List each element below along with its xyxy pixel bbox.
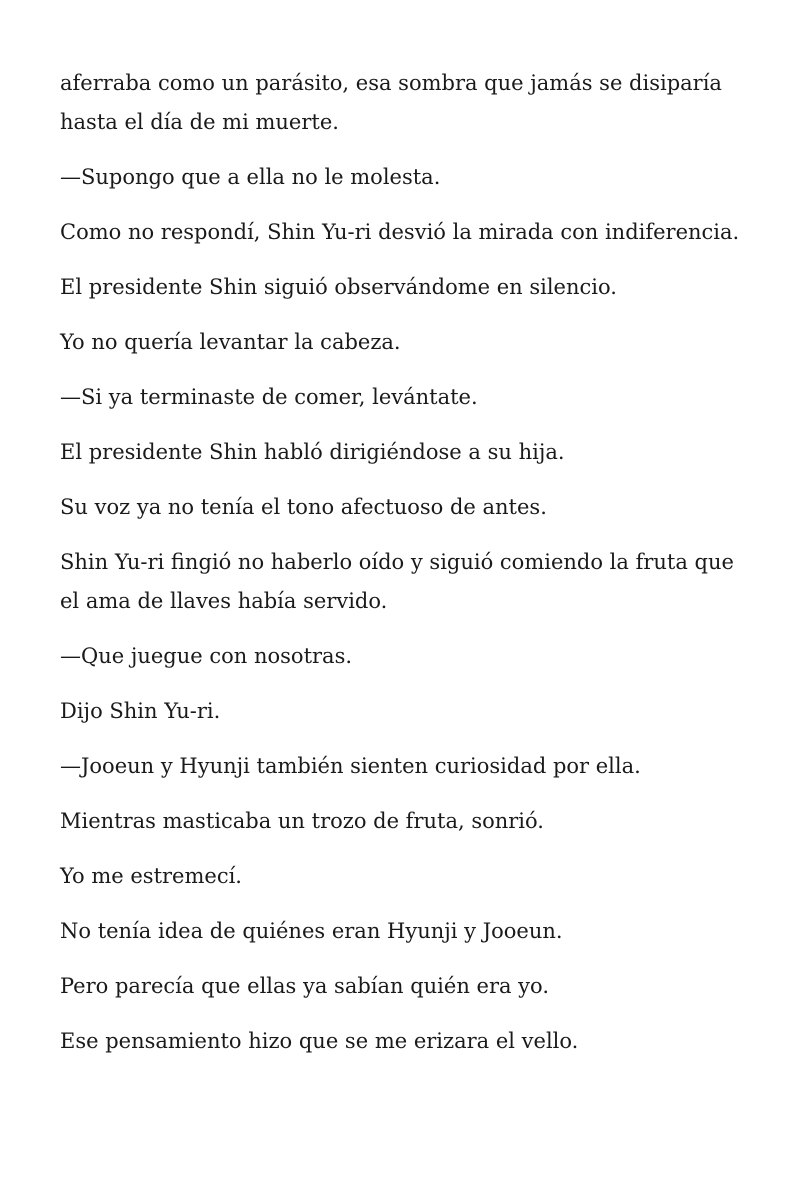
reader-page [60,64,740,1077]
paragraph: —Que juegue con nosotras. [60,644,353,668]
paragraph: —Jooeun y Hyunji también sienten curiosidad por ella. [60,754,641,778]
paragraph: Yo no quería levantar la cabeza. [60,330,401,354]
paragraph: Como no respondí, Shin Yu-ri desvió la mirada con indiferencia. [60,220,740,244]
paragraph: Yo me estremecí. [60,864,242,888]
paragraph: —Si ya terminaste de comer, levántate. [60,385,478,409]
paragraph: No tenía idea de quiénes eran Hyunji y Jooeun. [60,919,563,943]
paragraph: Su voz ya no tenía el tono afectuoso de antes. [60,495,547,519]
paragraph: Pero parecía que ellas ya sabían quién era yo. [60,974,549,998]
paragraph: aferraba como un parásito, esa sombra que jamás se disiparía hasta el día de mi muerte. [60,71,722,134]
paragraph: Mientras masticaba un trozo de fruta, sonrió. [60,809,544,833]
paragraph: El presidente Shin siguió observándome en silencio. [60,275,617,299]
paragraph: Shin Yu-ri fingió no haberlo oído y siguió comiendo la fruta que el ama de llaves había servido. [60,550,734,613]
paragraph: Ese pensamiento hizo que se me erizara el vello. [60,1029,579,1053]
paragraph: El presidente Shin habló dirigiéndose a su hija. [60,440,565,464]
paragraph: —Supongo que a ella no le molesta. [60,165,441,189]
paragraph: Dijo Shin Yu-ri. [60,699,221,723]
